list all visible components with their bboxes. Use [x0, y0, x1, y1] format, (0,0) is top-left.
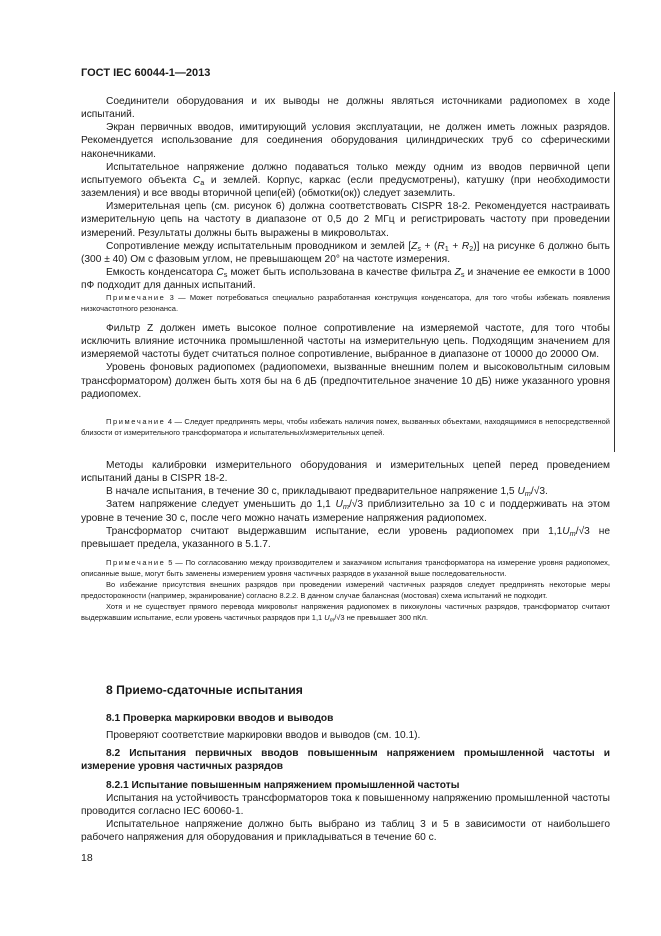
note-paragraph: Хотя и не существует прямого перевода микровольт напряжения радиопомех в пикокулоны частичных разрядов, трансформатор считают выдержавшим испытание, если уровень частичных разрядов при 1,1 $U_m/√3$ не превышает 300 пКл. — [81, 602, 610, 624]
paragraph: Фильтр Z должен иметь высокое полное сопротивление на измеряемой частоте, для того чтобы исключить влияние источника промышленной частоты на измерительную цепь. Подходящим значением для измеряемой частоты будет считаться полное сопротивление, выбранное в диапазоне от 10000 до 20000 Ом. — [81, 323, 610, 361]
paragraph: Испытательное напряжение должно быть выбрано из таблиц 3 и 5 в зависимости от наибольшего рабочего напряжения для оборудования и прикладываться в течение 60 с. — [81, 819, 610, 844]
subsection-8-2-title: 8.2 Испытания первичных вводов повышенным напряжением промышленной частоты и измерение уровня частичных разрядов — [81, 748, 610, 773]
paragraph: Трансформатор считают выдержавшим испытание, если уровень радиопомех при $1,1U_m/√3$ не превышает предела, указанного в 5.1.7. — [81, 525, 610, 550]
text-block-middle — [81, 322, 610, 401]
revision-bar — [614, 92, 615, 452]
paragraph: Емкость конденсатора $C_s$ может быть использована в качестве фильтра $Z_s$ и значение ее емкости в 1000 пФ подходит для данных испытаний. — [81, 267, 610, 292]
note-5: Примечание 5 — По согласованию между производителем и заказчиком испытания трансформатора на измерение уровня радиопомех, описанные выше, могут быть заменены измерением уровня частичных разрядов в указанной выше последовательности. Во избежание присутствия внешних разрядов при проведении измерений частичных разрядов следует предпринять некоторые меры предосторожности (например, экранирование) согласно 8.2.2. В данном случае балансная (мостовая) схема испытаний не подходит. Хотя и не существует прямого перевода микровольт напряжения радиопомех в пикокулоны частичных разрядов, трансформатор считают выдержавшим испытание, если уровень частичных разрядов при 1,1 $U_m/√3$ не превышает 300 пКл. — [81, 558, 610, 624]
paragraph: Затем напряжение следует уменьшить до 1,1 $U_m/√3$ приблизительно за 10 с и поддерживать на этом уровне в течение 30 с, после чего можно начать измерение напряжения радиопомех. — [81, 499, 610, 524]
text-block-top — [81, 95, 610, 292]
text-block-lower — [81, 459, 610, 551]
paragraph: Измерительная цепь (см. рисунок 6) должна соответствовать CISPR 18-2. Рекомендуется настраивать измерительную цепь на частоту в диапазоне от 0,5 до 2 МГц и регистрировать частоту при проведении измерений. Результаты должны быть выражены в микровольтах. — [81, 201, 610, 239]
paragraph: Испытания на устойчивость трансформаторов тока к повышенному напряжению промышленной частоты проводится согласно IEC 60060-1. — [81, 792, 610, 817]
paragraph: Проверяют соответствие маркировки вводов и выводов (см. 10.1). — [106, 730, 421, 742]
paragraph: Испытательное напряжение должно подаваться только между одним из вводов первичной цепи испытуемого объекта $C_a$ и землей. Корпус, каркас (если предусмотрены), катушку (при необходимости заземления) и все вводы вторичной цепи(ей) (обмотки(ок)) следует заземлить. — [81, 161, 610, 200]
subsection-8-2-1-title: 8.2.1 Испытание повышенным напряжением промышленной частоты — [106, 779, 460, 791]
note-label: Примечание — [106, 293, 166, 302]
note-paragraph: Во избежание присутствия внешних разрядов при проведении измерений частичных разрядов следует предпринять некоторые меры предосторожности (например, экранирование) согласно 8.2.2. В данном случае балансная (мостовая) схема испытаний не подходит. — [81, 580, 610, 601]
paragraph: Методы калибровки измерительного оборудования и измерительных цепей перед проведением испытаний даны в CISPR 18-2. — [81, 460, 610, 485]
paragraph: Соединители оборудования и их выводы не должны являться источниками радиопомех в ходе испытаний. — [81, 96, 610, 121]
section-8-title: 8 Приемо-сдаточные испытания — [106, 683, 303, 697]
subsection-8-1-title: 8.1 Проверка маркировки вводов и выводов — [106, 713, 334, 724]
page-number: 18 — [81, 852, 93, 864]
note-4: Примечание 4 — Следует предпринять меры, чтобы избежать наличия помех, вызванных объектами, находящимися в непосредственной близости от измерительного трансформатора и испытательных/измерительных цепей. — [81, 417, 610, 438]
paragraph: В начале испытания, в течение 30 с, прикладывают предварительное напряжение 1,5 $U_m/√3$. — [106, 486, 548, 499]
section-8-body — [81, 712, 610, 844]
note-label: Примечание — [106, 558, 166, 567]
paragraph: Экран первичных вводов, имитирующий условия эксплуатации, не должен иметь ложных разрядов. Рекомендуется использование для соединения оборудования цилиндрических труб со сферическими наконечниками. — [81, 122, 610, 160]
note-3: Примечание 3 — Может потребоваться специально разработанная конструкция конденсатора, для того чтобы избежать появления низкочастотного резонанса. — [81, 293, 610, 314]
document-header: ГОСТ IEC 60044-1—2013 — [81, 67, 211, 79]
paragraph: Уровень фоновых радиопомех (радиопомехи, вызванные внешним полем и высоковольтным силовым трансформатором) должен быть хотя бы на 6 дБ (предпочтительное значение 10 дБ) ниже указанного уровня радиопомех. — [81, 362, 610, 400]
note-label: Примечание — [106, 417, 166, 426]
paragraph: Сопротивление между испытательным проводником и землей $[Z_s + (R_1 + R_2)]$ на рисунке 6 должно быть (300 ± 40) Ом с фазовым углом, не превышающем 20° на частоте измерения. — [81, 240, 610, 265]
